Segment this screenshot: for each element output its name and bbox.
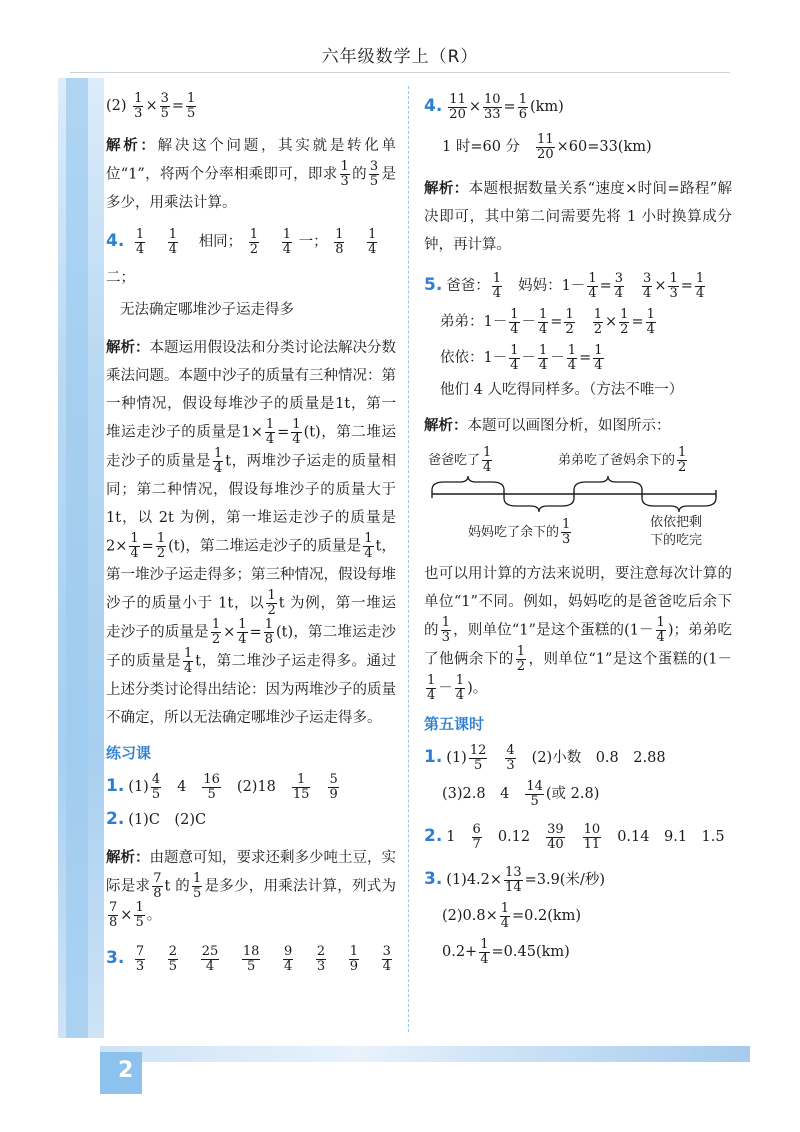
lesson5-q1-line1: 1. (1) $\frac{12}{5}$ $\frac{4}{3}$ (2)小数 0.8 2.88 [424, 742, 666, 773]
r-q4-line2: 1 时=60 分 $\frac{11}{20}$ ×60=33(km) [442, 131, 652, 162]
brace-yiyi [642, 498, 716, 512]
q4-answer-line-2: 无法确定哪堆沙子运走得多 [120, 302, 294, 318]
r-q5-line3: 依依：1－ $\frac{1}{4}$ － $\frac{1}{4}$ － $\frac{1}{4}$ = $\frac{1}{4}$ [440, 342, 603, 373]
bottom-decorative-band [100, 1046, 750, 1062]
page-number: 2 [118, 1058, 134, 1083]
column-divider [408, 86, 409, 1032]
r-q4-line1: 4. $\frac{11}{20}$ × $\frac{10}{33}$ = $\frac{1}{6}$ (km) [424, 91, 564, 122]
lesson5-q2: 2. 1 $\frac{6}{7}$ 0.12 $\frac{39}{40}$ $\frac{10}{11}$ 0.14 9.1 1.5 [424, 821, 725, 852]
analysis-2: 解析：本题运用假设法和分类讨论法解决分数乘法问题。本题中沙子的质量有三种情况：第一种情况，假设每堆沙子的质量是1t，第一堆运走沙子的质量是1× $\frac{1}{4}$ = $\frac{1}{4}$ (t)，第二堆运走沙子的质量是 $\frac{1}{4}$ t，两堆沙子运走的质量相同；第二种情况，假设每堆沙子的质量大于 1t，以 2t 为例，第一堆运走沙子的质量是 2× $\frac{1}{4}$ = $\frac{1}{2}$ (t)，第二堆运走沙子的质量是 $\frac{1}{4}$ t，第一堆沙子运走得多；第三种情况，假设每堆沙子的质量小于 1t，以 $\frac{1}{2}$ t 为例，第一堆运走沙子的质量是 $\frac{1}{2}$ × $\frac{1}{4}$ = $\frac{1}{8}$ (t)，第二堆运走沙子的质量是 $\frac{1}{4}$ t，第二堆沙子运走得多。通过上述分类讨论得出结论：因为两堆沙子的质量不确定，所以无法确定哪堆沙子运走得多。 [106, 340, 397, 726]
header-title: 六年级数学上（R） [321, 47, 479, 67]
practice-q1: 1. (1) $\frac{4}{5}$ 4 $\frac{16}{5}$ (2)18 $\frac{1}{15}$ $\frac{5}{9}$ [106, 771, 338, 802]
r-q5-line1: 5. 爸爸： $\frac{1}{4}$ 妈妈：1－ $\frac{1}{4}$ = $\frac{3}{4}$ $\frac{3}{4}$ × $\frac{1}{3}$ = $\frac{1}{4}$ [424, 270, 705, 301]
analysis-4: 解析：本题根据数量关系“速度×时间=路程”解决即可，其中第二问需要先将 1 小时换算成分钟，再计算。 [424, 181, 732, 253]
analysis-3: 解析：由题意可知，要求还剩多少吨土豆，实际是求 $\frac{7}{8}$ t 的 $\frac{1}{5}$ 是多少，用乘法计算，列式为 $\frac{7}{8}$ × $\frac{1}{5}$ 。 [106, 850, 396, 930]
brace-brother [574, 476, 642, 490]
brace-mom [504, 498, 574, 512]
lesson5-q1-line2: (3)2.8 4 $\frac{14}{5}$ (或 2.8) [442, 778, 600, 809]
brace-dad [432, 476, 504, 490]
right-column [424, 88, 732, 970]
diagram-label-mom: 妈妈吃了余下的 $\frac{1}{3}$ [468, 517, 571, 547]
lesson5-title: 第五课时 [424, 715, 485, 733]
diagram-label-brother: 弟弟吃了爸妈余下的 $\frac{1}{2}$ [558, 445, 687, 475]
header-rule [70, 72, 730, 73]
analysis-1: 解析：解决这个问题，其实就是转化单位“1”，将两个分率相乘即可，即求 $\frac{1}{3}$ 的 $\frac{3}{5}$ 是多少，用乘法计算。 [106, 138, 397, 211]
practice-q2: 2. (1)C (2)C [106, 809, 207, 829]
lesson5-q3-line1: 3. (1)4.2× $\frac{13}{14}$ =3.9(米/秒) [424, 864, 606, 895]
lesson5-q3-line2: (2)0.8× $\frac{1}{4}$ =0.2(km) [442, 900, 582, 931]
r-q5-line2: 弟弟：1－ $\frac{1}{4}$ － $\frac{1}{4}$ = $\frac{1}{2}$ $\frac{1}{2}$ × $\frac{1}{2}$ = $\frac{1}{4}$ [440, 306, 655, 337]
diagram-label-yiyi: 依依把剩 下的吃完 [650, 515, 703, 548]
diagram-label-dad: 爸爸吃了 $\frac{1}{4}$ [428, 445, 492, 475]
lesson5-q3-line3: 0.2+ $\frac{1}{4}$ =0.45(km) [442, 936, 570, 967]
analysis-5: 解析：本题可以画图分析，如图所示： [424, 418, 671, 434]
practice-q3: 3. $\frac{7}{3}$ $\frac{2}{5}$ $\frac{25}{4}$ $\frac{18}{5}$ $\frac{9}{4}$ $\frac{2}{3}$ $\frac{1}{9}$ $\frac{3}{4}$ [106, 943, 391, 974]
cake-division-diagram [424, 446, 724, 556]
practice-title: 练习课 [106, 744, 152, 762]
left-decorative-band-inner [66, 78, 88, 1038]
analysis-5b: 也可以用计算的方法来说明，要注意每次计算的单位“1”不同。例如，妈妈吃的是爸爸吃后余下的 $\frac{1}{3}$ ，则单位“1”是这个蛋糕的(1－ $\frac{1}{4}$ )；弟弟吃了他俩余下的 $\frac{1}{2}$ ，则单位“1”是这个蛋糕的(1－ $\frac{1}{4}$ － $\frac{1}{4}$ )。 [424, 566, 733, 703]
r-q5-line4: 他们 4 人吃得同样多。（方法不唯一） [440, 382, 684, 398]
q4-answer-line: 4. $\frac{1}{4}$ $\frac{1}{4}$ 相同； $\frac{1}{2}$ $\frac{1}{4}$ 一； $\frac{1}{8}$ $\frac{1}{4}$ 二； [106, 226, 377, 286]
left-column [106, 88, 396, 977]
q3-part2-line: (2) $\frac{1}{3}$ × $\frac{3}{5}$ = $\frac{1}{5}$ [106, 90, 196, 121]
